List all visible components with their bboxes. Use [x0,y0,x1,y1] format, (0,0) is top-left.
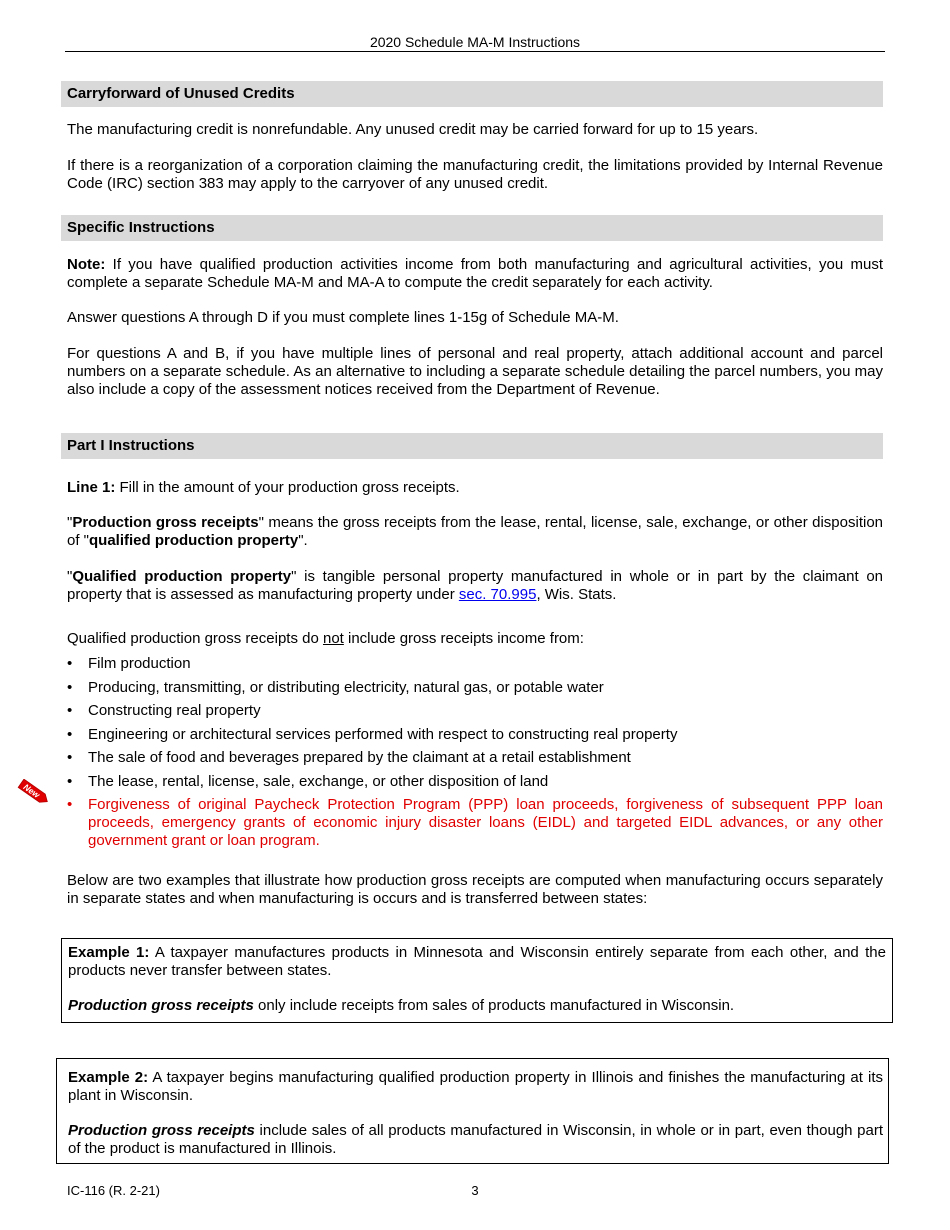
qpp-definition [67,568,883,604]
list-item-text: Forgiveness of original Paycheck Protection Program (PPP) loan proceeds, forgiveness of subsequent PPP loan proceeds, emergency grants of economic injury disaster loans (EIDL) and targeted EIDL advances, or any other government grant or loan program. [88,796,883,849]
example-2-body: A taxpayer begins manufacturing qualified production property in Illinois and finishes the manufacturing at its plant in Wisconsin. [68,1069,883,1104]
list-item-new [67,796,883,850]
list-item-text: Producing, transmitting, or distributing electricity, natural gas, or potable water [88,678,604,696]
page-header-title: 2020 Schedule MA-M Instructions [369,34,581,50]
list-item-text: Constructing real property [88,702,261,719]
section-heading-carryforward [61,81,883,107]
pgr-term: Production gross receipts [72,514,259,531]
list-item-text: The sale of food and beverages prepared by the claimant at a retail establishment [88,749,631,766]
section-heading-text: Carryforward of Unused Credits [67,85,295,102]
bullet-icon: • [67,796,73,813]
carryforward-paragraph-1: The manufacturing credit is nonrefundable. Any unused credit may be carried forward for up to 15 years. [67,121,759,138]
example-1-result-text: only include receipts from sales of products manufactured in Wisconsin. [253,997,735,1014]
example-2-label: Example 2: [68,1069,149,1086]
example-2-text [68,1069,883,1105]
qpp-term-inline: qualified production property [89,532,299,549]
qpp-term: Qualified production property [72,568,292,585]
specific-paragraph-2: Answer questions A through D if you must complete lines 1-15g of Schedule MA-M. [67,309,619,326]
exclude-not: not [322,630,344,647]
example-1-label: Example 1: [68,944,150,961]
list-item [67,655,883,673]
page-number: 3 [471,1183,479,1198]
pgr-text: " means the gross receipts from the lease, rental, license, sale, exchange, or other disposition of " [67,514,884,549]
list-item-text: Film production [88,655,191,672]
examples-intro: Below are two examples that illustrate how production gross receipts are computed when manufacturing occurs separately in separate states and when manufacturing is occurs and is transferred between states: [67,872,883,907]
form-identifier: IC-116 (R. 2-21) [67,1183,160,1198]
example-2-result [68,1122,883,1158]
line1-paragraph [67,479,883,497]
exclusions-list [67,655,883,856]
exclude-post: include gross receipts income from: [343,630,584,647]
exclusions-intro [67,630,883,648]
example-1-body: A taxpayer manufactures products in Minnesota and Wisconsin entirely separate from each other, and the products never transfer between states. [68,944,886,979]
list-item-text: Engineering or architectural services performed with respect to constructing real property [88,725,678,743]
section-heading-text: Part I Instructions [67,437,195,454]
list-item [67,679,883,697]
qpp-end: , Wis. Stats. [536,586,617,603]
bullet-icon: • [67,772,73,790]
pgr-definition [67,514,883,550]
example-1-result [68,997,886,1015]
line1-text: Fill in the amount of your production gross receipts. [115,479,460,496]
quote: " [67,568,73,585]
bullet-icon: • [67,702,73,719]
bullet-icon: • [67,655,73,672]
list-item [67,702,883,720]
pgr-end: ". [298,532,308,549]
section-heading-part1 [61,433,883,459]
new-badge-text: New [21,781,42,800]
example-1-text [68,944,886,980]
example-2-result-text: include sales of all products manufactured in Wisconsin, in whole or in part, even though part of the product is manufactured in Illinois. [68,1122,884,1157]
section-heading-text: Specific Instructions [67,219,215,236]
list-item-text: The lease, rental, license, sale, exchange, or other disposition of land [88,772,549,790]
exclude-pre: Qualified production gross receipts do [67,630,323,647]
carryforward-paragraph-2: If there is a reorganization of a corporation claiming the manufacturing credit, the limitations provided by Internal Revenue Code (IRC) section 383 may apply to the carryover of any unused credit. [67,157,883,192]
example-1-term: Production gross receipts [68,997,254,1014]
note-text: If you have qualified production activities income from both manufacturing and agricultural activities, you must complete a separate Schedule MA-M and MA-A to compute the credit separately for each activity. [67,256,883,291]
statute-link[interactable]: sec. 70.995 [458,586,537,603]
specific-paragraph-3: For questions A and B, if you have multiple lines of personal and real property, attach additional account and parcel numbers on a separate schedule. As an alternative to including a separate schedule detailing the parcel numbers, you may also include a copy of the assessment notices received from the Department of Revenue. [67,345,883,398]
note-paragraph [67,256,883,292]
example-1-box [61,938,893,1023]
note-label: Note: [67,256,106,273]
qpp-text: " is tangible personal property manufactured in whole or in part by the claimant on property that is assessed as manufacturing property under [67,568,884,603]
list-item [67,773,883,791]
bullet-icon: • [67,749,73,766]
quote: " [67,514,73,531]
bullet-icon: • [67,678,73,696]
line1-label: Line 1: [67,479,116,496]
list-item [67,726,883,744]
example-2-term: Production gross receipts [68,1122,255,1139]
list-item [67,749,883,767]
example-2-box [56,1058,889,1164]
new-badge-icon [16,779,54,807]
header-divider [65,51,885,52]
bullet-icon: • [67,725,73,743]
section-heading-specific [61,215,883,241]
